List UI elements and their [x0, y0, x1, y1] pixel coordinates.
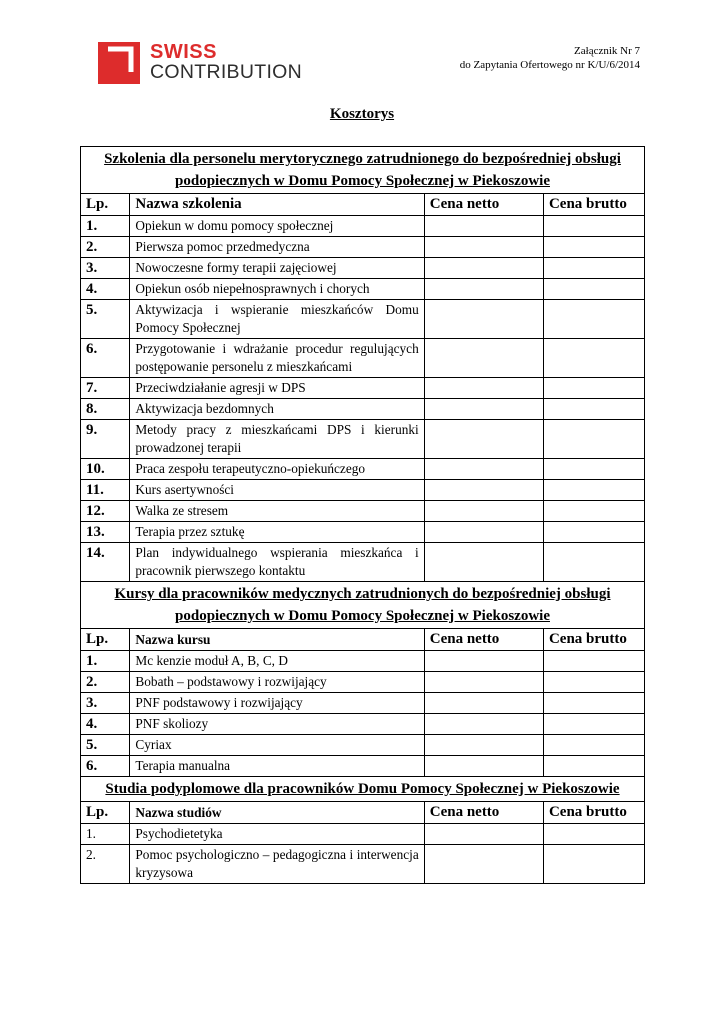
logo-word-swiss: SWISS [150, 41, 217, 63]
row-name: PNF skoliozy [130, 714, 424, 735]
net-price-cell[interactable] [424, 735, 543, 756]
column-header-name: Nazwa szkolenia [130, 194, 424, 216]
net-price-cell[interactable] [424, 258, 543, 279]
section-heading-row [81, 582, 645, 629]
column-header-lp: Lp. [81, 629, 130, 651]
column-header-net-price: Cena netto [424, 802, 543, 824]
row-number: 14. [81, 543, 130, 582]
table-row [81, 480, 645, 501]
net-price-cell[interactable] [424, 672, 543, 693]
net-price-cell[interactable] [424, 756, 543, 777]
gross-price-cell[interactable] [543, 672, 644, 693]
row-number: 3. [81, 258, 130, 279]
table-row [81, 501, 645, 522]
column-header-row [81, 802, 645, 824]
row-number: 6. [81, 756, 130, 777]
gross-price-cell[interactable] [543, 279, 644, 300]
table-row [81, 216, 645, 237]
net-price-cell[interactable] [424, 339, 543, 378]
table-row [81, 824, 645, 845]
column-header-name: Nazwa studiów [130, 802, 424, 824]
row-name: Psychodietetyka [130, 824, 424, 845]
column-header-gross-price: Cena brutto [543, 802, 644, 824]
row-name: Opiekun osób niepełnosprawnych i chorych [130, 279, 424, 300]
page-title: Kosztorys [329, 106, 395, 122]
net-price-cell[interactable] [424, 459, 543, 480]
gross-price-cell[interactable] [543, 378, 644, 399]
row-number: 2. [81, 237, 130, 258]
row-number: 4. [81, 279, 130, 300]
row-name: Przeciwdziałanie agresji w DPS [130, 378, 424, 399]
row-number: 1. [81, 651, 130, 672]
row-number: 8. [81, 399, 130, 420]
gross-price-cell[interactable] [543, 824, 644, 845]
column-header-lp: Lp. [81, 802, 130, 824]
swiss-cross-icon [98, 42, 140, 84]
gross-price-cell[interactable] [543, 459, 644, 480]
row-name: Cyriax [130, 735, 424, 756]
column-header-row [81, 629, 645, 651]
net-price-cell[interactable] [424, 216, 543, 237]
column-header-name: Nazwa kursu [130, 629, 424, 651]
row-number: 9. [81, 420, 130, 459]
row-number: 7. [81, 378, 130, 399]
row-name: Przygotowanie i wdrażanie procedur regulujących postępowanie personelu z mieszkańcami [130, 339, 424, 378]
row-number: 5. [81, 300, 130, 339]
row-name: Bobath – podstawowy i rozwijający [130, 672, 424, 693]
net-price-cell[interactable] [424, 420, 543, 459]
table-row [81, 714, 645, 735]
swiss-contribution-logo [98, 42, 313, 84]
table-row [81, 300, 645, 339]
table-row [81, 258, 645, 279]
section-heading: Szkolenia dla personelu merytorycznego zatrudnionego do bezpośredniej obsługi podopiecznych w Domu Pomocy Społecznej w Piekoszowie [81, 147, 645, 194]
gross-price-cell[interactable] [543, 756, 644, 777]
cost-estimate-table [80, 146, 645, 884]
row-number: 10. [81, 459, 130, 480]
row-number: 1. [81, 824, 130, 845]
row-number: 13. [81, 522, 130, 543]
row-name: Mc kenzie moduł A, B, C, D [130, 651, 424, 672]
gross-price-cell[interactable] [543, 258, 644, 279]
table-row [81, 735, 645, 756]
net-price-cell[interactable] [424, 522, 543, 543]
row-name: Praca zespołu terapeutyczno-opiekuńczego [130, 459, 424, 480]
net-price-cell[interactable] [424, 714, 543, 735]
net-price-cell[interactable] [424, 845, 543, 884]
table-row [81, 237, 645, 258]
table-row [81, 651, 645, 672]
gross-price-cell[interactable] [543, 845, 644, 884]
cost-estimate-body [81, 147, 645, 884]
row-name: Aktywizacja i wspieranie mieszkańców Domu Pomocy Społecznej [130, 300, 424, 339]
net-price-cell[interactable] [424, 378, 543, 399]
column-header-gross-price: Cena brutto [543, 194, 644, 216]
gross-price-cell[interactable] [543, 399, 644, 420]
annex-line-1: Załącznik Nr 7 [574, 45, 640, 57]
column-header-net-price: Cena netto [424, 194, 543, 216]
row-name: Kurs asertywności [130, 480, 424, 501]
gross-price-cell[interactable] [543, 339, 644, 378]
gross-price-cell[interactable] [543, 216, 644, 237]
row-name: Nowoczesne formy terapii zajęciowej [130, 258, 424, 279]
row-number: 5. [81, 735, 130, 756]
net-price-cell[interactable] [424, 300, 543, 339]
row-number: 6. [81, 339, 130, 378]
row-name: Metody pracy z mieszkańcami DPS i kierunki prowadzonej terapii [130, 420, 424, 459]
table-row [81, 522, 645, 543]
table-row [81, 459, 645, 480]
table-row [81, 378, 645, 399]
annex-note [460, 44, 640, 72]
gross-price-cell[interactable] [543, 714, 644, 735]
column-header-net-price: Cena netto [424, 629, 543, 651]
net-price-cell[interactable] [424, 543, 543, 582]
row-number: 12. [81, 501, 130, 522]
table-row [81, 693, 645, 714]
net-price-cell[interactable] [424, 501, 543, 522]
row-name: PNF podstawowy i rozwijający [130, 693, 424, 714]
gross-price-cell[interactable] [543, 651, 644, 672]
net-price-cell[interactable] [424, 279, 543, 300]
gross-price-cell[interactable] [543, 480, 644, 501]
table-row [81, 845, 645, 884]
column-header-row [81, 194, 645, 216]
gross-price-cell[interactable] [543, 300, 644, 339]
row-name: Pierwsza pomoc przedmedyczna [130, 237, 424, 258]
row-name: Plan indywidualnego wspierania mieszkańca i pracownik pierwszego kontaktu [130, 543, 424, 582]
row-number: 2. [81, 845, 130, 884]
table-row [81, 420, 645, 459]
net-price-cell[interactable] [424, 824, 543, 845]
table-row [81, 543, 645, 582]
row-number: 4. [81, 714, 130, 735]
section-heading: Kursy dla pracowników medycznych zatrudnionych do bezpośredniej obsługi podopiecznych w Domu Pomocy Społecznej w Piekoszowie [81, 582, 645, 629]
row-name: Opiekun w domu pomocy społecznej [130, 216, 424, 237]
section-heading-row [81, 147, 645, 194]
gross-price-cell[interactable] [543, 735, 644, 756]
gross-price-cell[interactable] [543, 543, 644, 582]
table-row [81, 339, 645, 378]
row-name: Walka ze stresem [130, 501, 424, 522]
section-heading-row [81, 777, 645, 802]
table-row [81, 399, 645, 420]
net-price-cell[interactable] [424, 480, 543, 501]
column-header-gross-price: Cena brutto [543, 629, 644, 651]
table-row [81, 756, 645, 777]
row-number: 1. [81, 216, 130, 237]
net-price-cell[interactable] [424, 399, 543, 420]
row-name: Terapia manualna [130, 756, 424, 777]
net-price-cell[interactable] [424, 237, 543, 258]
gross-price-cell[interactable] [543, 501, 644, 522]
gross-price-cell[interactable] [543, 237, 644, 258]
table-row [81, 672, 645, 693]
gross-price-cell[interactable] [543, 522, 644, 543]
annex-line-2: do Zapytania Ofertowego nr K/U/6/2014 [459, 59, 640, 71]
row-number: 2. [81, 672, 130, 693]
row-number: 3. [81, 693, 130, 714]
logo-word-contribution: CONTRIBUTION [150, 61, 303, 83]
gross-price-cell[interactable] [543, 420, 644, 459]
table-row [81, 279, 645, 300]
net-price-cell[interactable] [424, 693, 543, 714]
row-name: Aktywizacja bezdomnych [130, 399, 424, 420]
row-name: Terapia przez sztukę [130, 522, 424, 543]
net-price-cell[interactable] [424, 651, 543, 672]
row-number: 11. [81, 480, 130, 501]
gross-price-cell[interactable] [543, 693, 644, 714]
column-header-lp: Lp. [81, 194, 130, 216]
section-heading: Studia podyplomowe dla pracowników Domu Pomocy Społecznej w Piekoszowie [81, 777, 645, 802]
row-name: Pomoc psychologiczno – pedagogiczna i interwencja kryzysowa [130, 845, 424, 884]
